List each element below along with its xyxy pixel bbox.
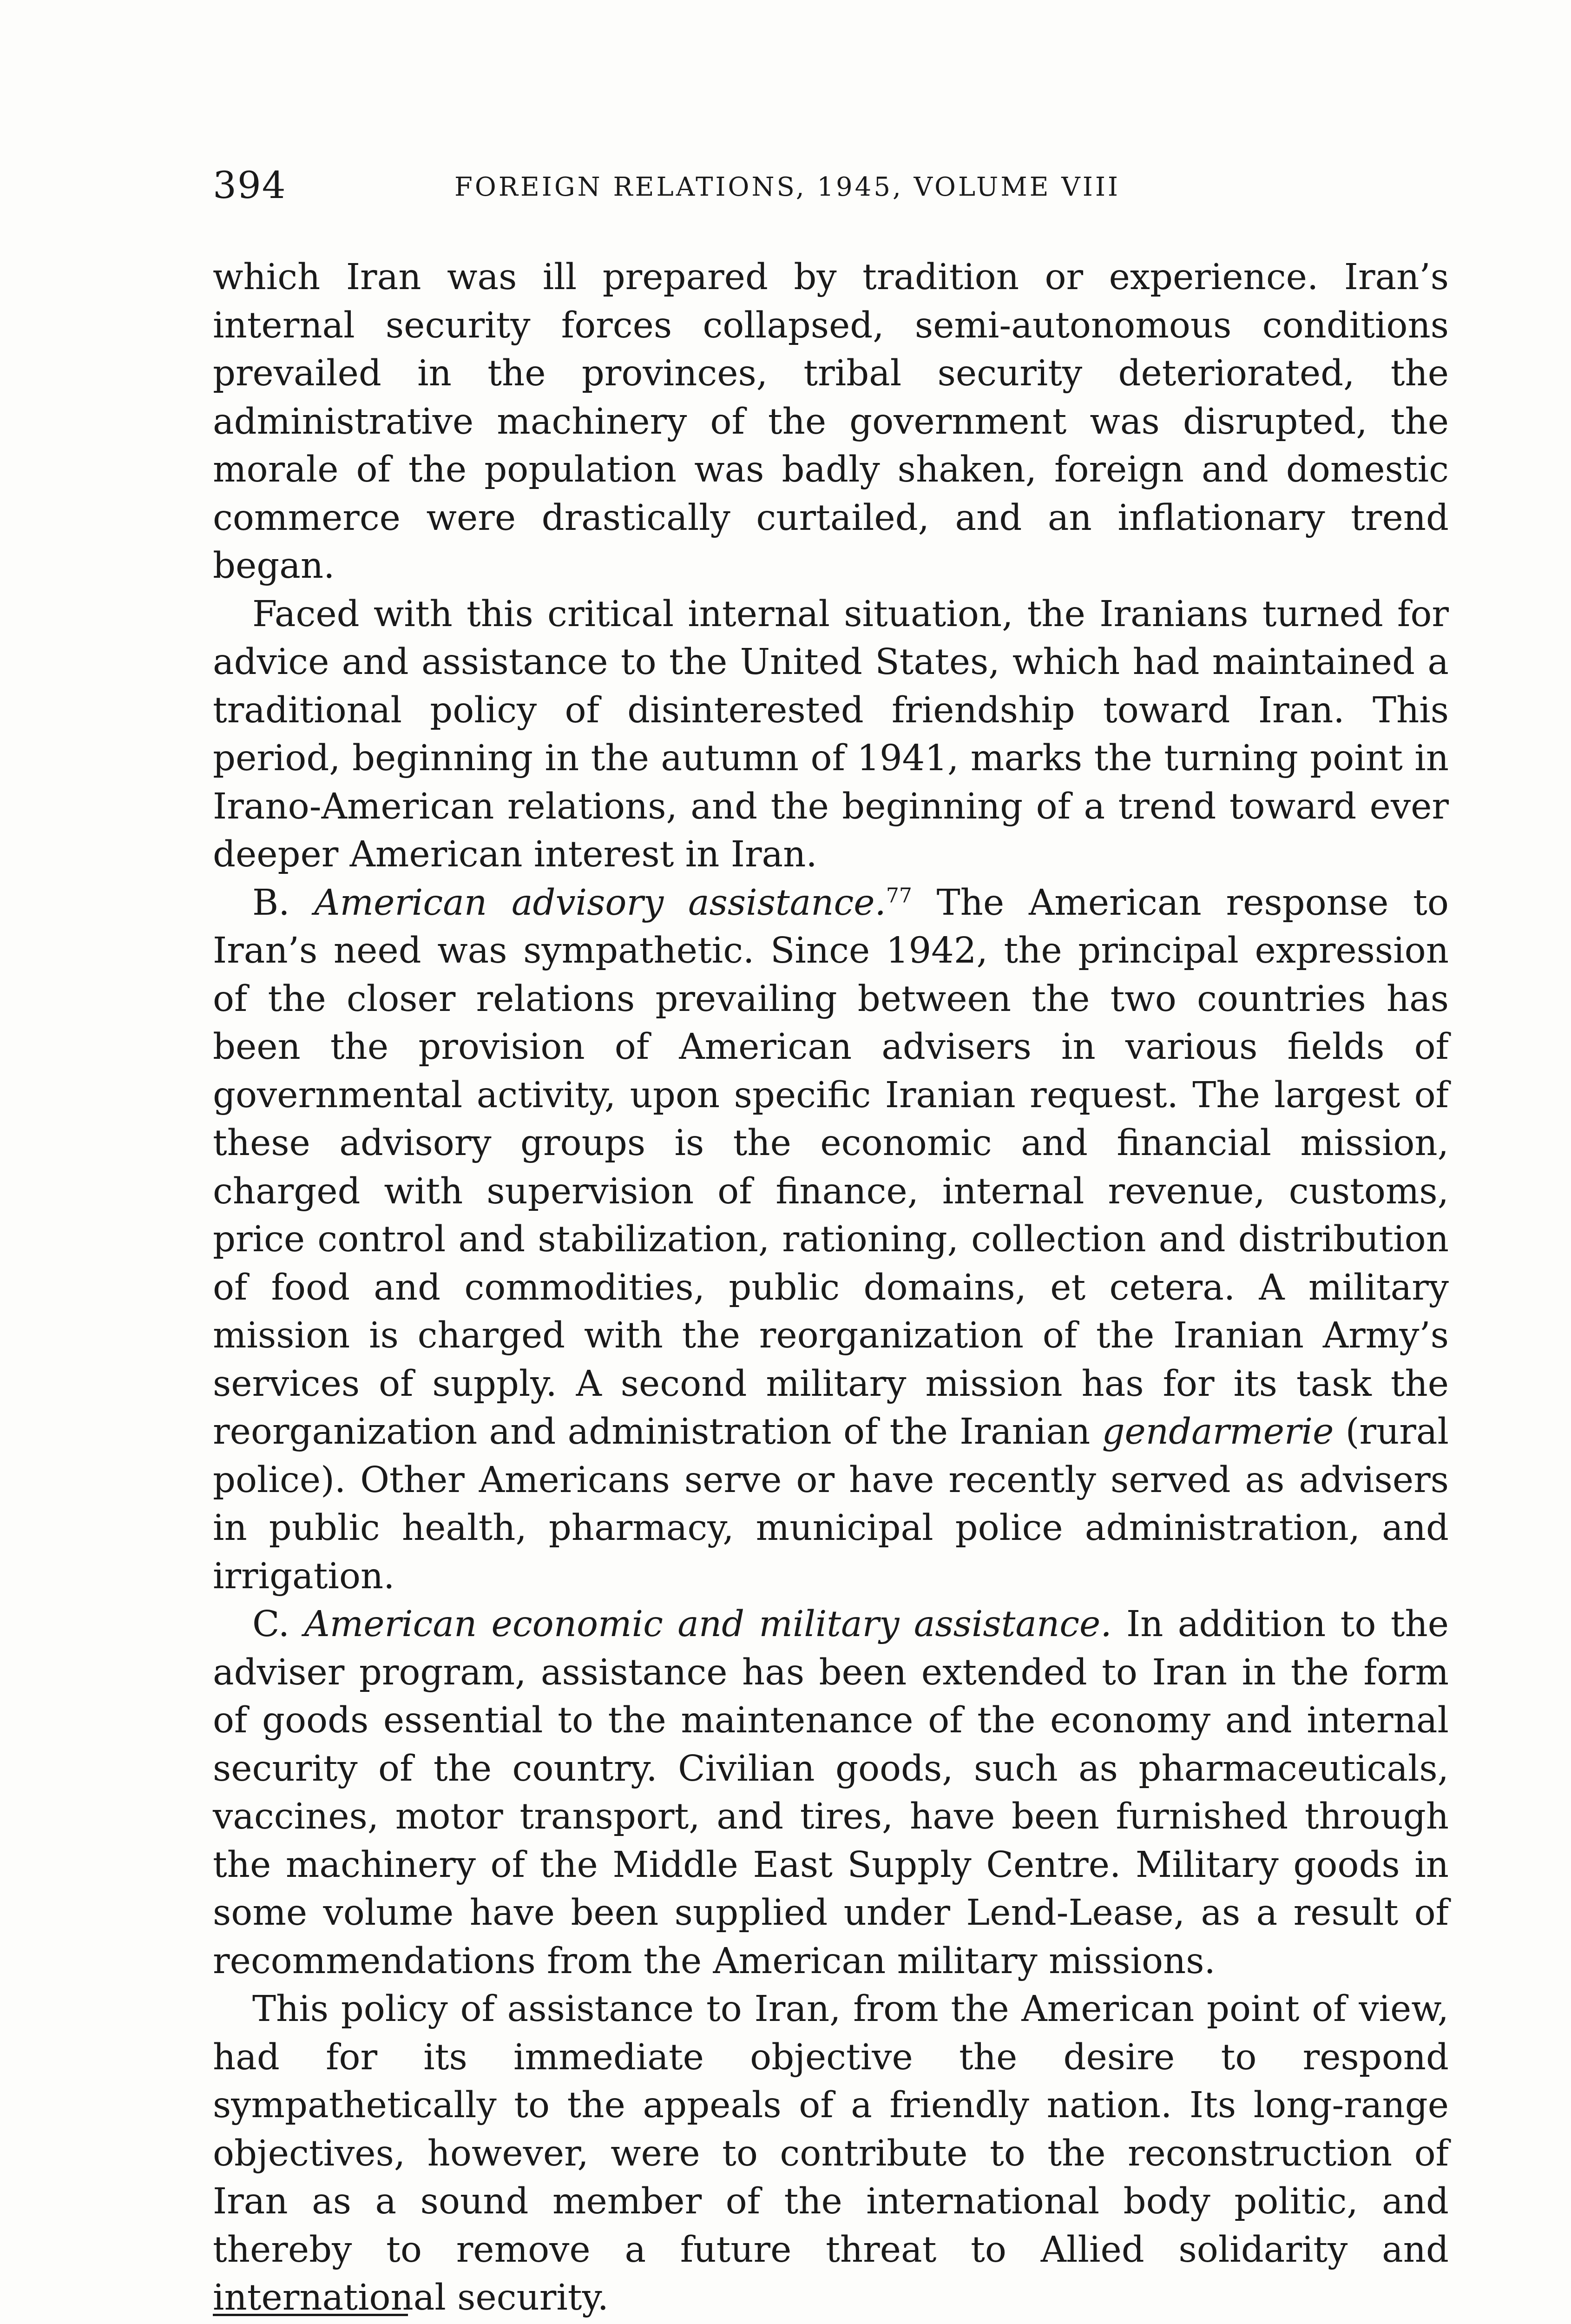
section-title: American advisory assistance. [314,882,886,924]
running-title: FOREIGN RELATIONS, 1945, VOLUME VIII [454,172,1121,202]
section-title: American economic and military assistance. [304,1604,1112,1645]
paragraph: This policy of assistance to Iran, from the American point of view, had for its immediate objective the desire to respond sympathetically to the appeals of a friendly nation. Its long-range objectives, however, were to contribute to the reconstruction of Iran as a sound member of the international body politic, and thereby to remove a future threat to Allied solidarity and international security. [213,1988,1449,2318]
italic-term: gendarmerie [1102,1411,1334,1452]
paragraph-declaration-on-iran [213,2322,1449,2324]
page-number: 394 [213,164,287,207]
footnote-divider [213,2314,408,2316]
paragraph-text: In addition to the adviser program, assistance has been extended to Iran in the form of goods essential to the maintenance of the economy and internal security of the country. Civilian goods, such as pharmaceuticals, vaccines, motor transport, and tires, have been furnished through the machinery of the Middle East Supply Centre. Military goods in some volume have been supplied under Lend-Lease, as a result of recommendations from the American military missions. [213,1604,1449,1982]
paragraph-text: (rural police). Other Americans serve or have recently served as advisers in public health, pharmacy, municipal police administration, and irrigation. [213,1411,1449,1597]
section-label: B. [252,882,290,924]
paragraph: which Iran was ill prepared by tradition or experience. Iran’s internal security forces collapsed, semi-autonomous conditions prevailed in the provinces, tribal security deteriorated, the administrative machinery of the government was disrupted, the morale of the population was badly shaken, foreign and domestic commerce were drastically curtailed, and an inflationary trend began. [213,257,1449,587]
page-header [213,164,1449,215]
body-text [213,253,1449,2324]
paragraph: Faced with this critical internal situation, the Iranians turned for advice and assistance to the United States, which had maintained a traditional policy of disinterested friendship toward Iran. This period, beginning in the autumn of 1941, marks the turning point in Irano-American relations, and the beginning of a trend toward ever deeper American interest in Iran. [213,593,1449,875]
footnote-reference: 77 [886,884,912,907]
section-label: C. [252,1604,290,1645]
paragraph-american-economic-assistance [213,1600,1449,1985]
paragraph-text: The American response to Iran’s need was sympathetic. Since 1942, the principal expression of the closer relations prevailing between the two countries has been the provision of American advisers in various fields of governmental activity, upon specific Iranian request. The largest of these advisory groups is the economic and financial mission, charged with supervision of finance, internal revenue, customs, price control and stabilization, rationing, collection and distribution of food and commodities, public domains, et cetera. A military mission is charged with the reorganization of the Iranian Army’s services of supply. A second military mission has for its task the reorganization and administration of the Iranian [213,882,1449,1452]
paragraph-american-advisory-assistance [213,879,1449,1601]
